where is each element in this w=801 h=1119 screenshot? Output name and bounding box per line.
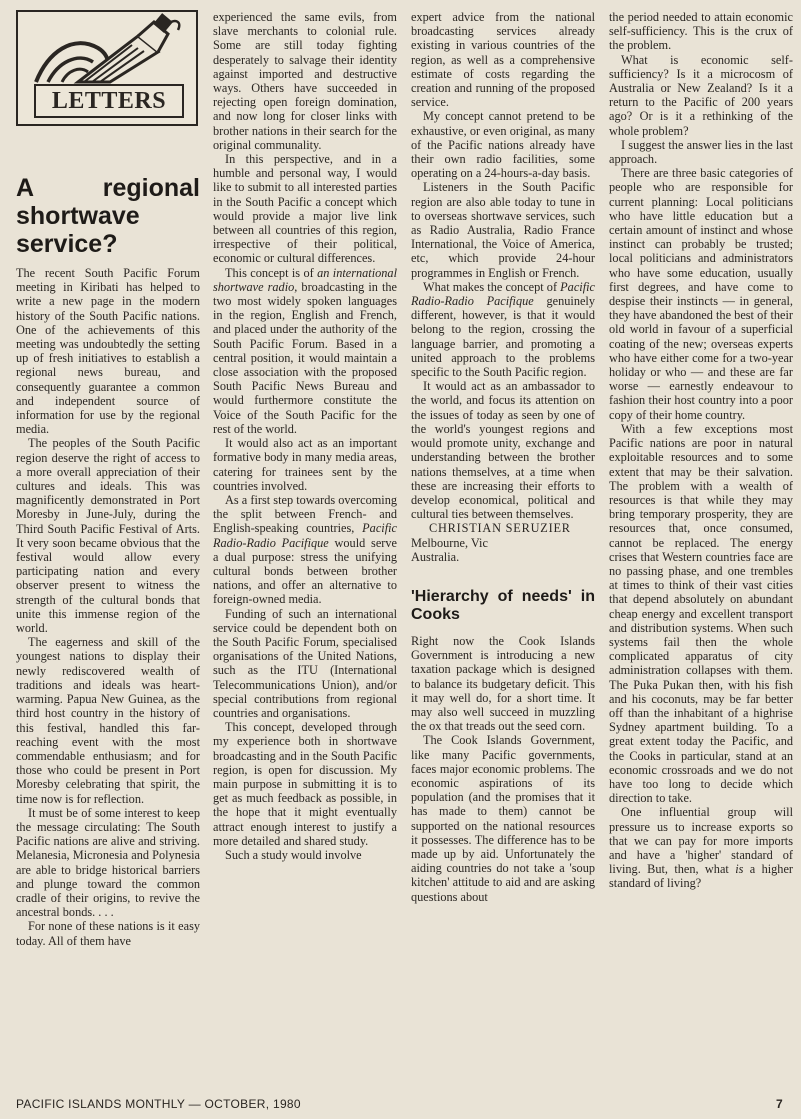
paragraph: The peoples of the South Pacific region deserve the right of access to a more overall appreciation of their cultures and ideals. This was magnificently demonstrated in Port Moresby in June-July, during the Third South Pacific Festival of Arts. It very soon became obvious that the festival would allow every participating nation and every observer present to witness the strength of the cultural bonds that unite this immense region of the world. [16,436,200,636]
paragraph: experienced the same evils, from slave merchants to colonial rule. Some are still today fighting desperately to salvage their identity against imported and destructive ways. Others have succeeded in rejecting open foreign domination, and now long for closer links with brother nations in their search for the original communality. [213,10,397,152]
text-run: would serve a dual purpose: stress the unifying cultural bonds between brother nations, and offer an alternative to foreign-owned media. [213,535,397,607]
text-run: As a first step towards overcoming the split between French- and English-speaking countries, [213,492,397,536]
paragraph: It would act as an ambassador to the world, and focus its attention on the issues of today as seen by one of the world's youngest regions and would promote unity, exchange and understanding between the brother nations themselves, at a time when these are increasing their efforts to develop economical, political and cultural ties between themselves. [411,379,595,522]
column-2 [213,10,397,862]
paragraph: What is economic self-sufficiency? Is it a microcosm of Australia or New Zealand? Is it a return to the Pacific of 200 years ago? Or is it a rethinking of the whole problem? [609,52,793,138]
letter1-signature: CHRISTIAN SERUZIER [429,521,571,536]
paragraph: There are three basic categories of people who are responsible for current planning: Local politicians who have little education but a certain amount of instinct and whose instinct can probably be trusted; local politicians and administrators who have some education, usually first degrees, and have come to despise their instincts — in general, they have abandoned the best of their old world in favour of a superficial coating of the new; overseas experts who have either come for a two-year holiday or who — and these are far worse — earnestly endeavour to fashion their host country into a poor copy of their home country. [609,166,793,422]
letter1-location: Australia. [411,549,460,564]
paragraph [213,266,397,436]
letters-section-logo [16,10,198,126]
paragraph: With a few exceptions most Pacific nations are poor in natural exploitable resources and to some extent that may be their salvation. The problem with a wealth of resources is that while they may bring temporary prosperity, they are resources that, once consumed, cannot be replaced. The energy crises that Western countries face are no passing phase, and one trembles at times to think of their vast cities that depend absolutely on abundant cheap energy and excellent transport and distribution systems. When such systems fail then the whole complicated apparatus of city administration collapses with them. The Puka Pukan then, with his fish and his coconuts, may be far better off than the inhabitant of a highrise Sydney apartment building. To a great extent today the Pacific, and the Cooks in particular, stand at an economic crossroads and we do not have too long to decide which direction to take. [609,421,793,806]
paragraph: the period needed to attain economic self-sufficiency. This is the crux of the problem. [609,10,793,53]
emphasis-text: is [735,862,744,877]
paragraph: It would also act as an important formative body in many media areas, catering for trainees sent by the countries involved. [213,436,397,493]
page-number: 7 [776,1097,783,1111]
letter1-location: Melbourne, Vic [411,535,488,550]
paragraph: Right now the Cook Islands Government is introducing a new taxation package which is designed to balance its budgetary deficit. This it may well do, for a short time. It may also well succeed in muzzling the ox that treads out the seed corn. [411,633,595,734]
paragraph: It must be of some interest to keep the message circulating: The South Pacific nations are alive and striving. Melanesia, Micronesia and Polynesia are able to bridge historical barriers and plunge toward the common cradle of their origins, to revive the ancestral bonds. . . . [16,805,200,920]
column-3 [411,10,595,904]
text-run: genuinely different, however, is that it would belong to the region, crossing the language barrier, and promoting a united approach to the problems specific to the South Pacific region. [411,294,595,380]
letter1-headline: A regional shortwave service? [16,174,200,258]
paragraph: Listeners in the South Pacific region are also able today to tune in to overseas shortwave services, such as Radio Australia, Radio France International, the Voice of America, etc, which provide 24-hour programmes in English or French. [411,180,595,280]
paragraph [213,493,397,607]
paragraph: The Cook Islands Government, like many Pacific governments, faces major economic problems. The economic aspirations of its population (and the promises that it has made to them) cannot be supported on the national resources it possesses. The difference has to be made up by aid. Unfortunately the aiding countries do not take a 'soup kitchen' attitude to aid and are asking questions about [411,733,595,904]
emphasis-text: an international shortwave radio, [213,265,397,294]
paragraph: This concept, developed through my experience both in shortwave broadcasting and in the South Pacific region, is open for discussion. My main purpose in submitting it is to get as much feedback as possible, in the hope that it might eventually attract enough interest to justify a more detailed and shared study. [213,720,397,848]
paragraph: Such a study would involve [225,847,362,862]
paragraph: The eagerness and skill of the youngest nations to display their newly rediscovered wealth of traditions and ideals was heart-warming. Papua New Guinea, as the third host country in the history of this festival, handled this far-reaching event with the most commendable enthusiasm; and for those who could be present in Port Moresby celebrating that spirit, the time now is for reflection. [16,635,200,806]
paragraph: Funding of such an international service could be dependent both on the South Pacific Forum, specialised organisations of the United Nations, such as the ITU (International Telecommunications Union), and/or special contributions from regional countries and organisations. [213,606,397,720]
column-4 [609,10,793,891]
paragraph: In this perspective, and in a humble and personal way, I would like to submit to all interested parties in the South Pacific a concept which would provide a major live link between all countries of this region, irrespective of their political, economic or cultural differences. [213,152,397,266]
paragraph [411,280,595,379]
paragraph: My concept cannot pretend to be exhaustive, or even original, as many of the Pacific nations already have their own radio facilities, some operating on a 24-hours-a-day basis. [411,109,595,181]
column-1 [16,10,200,948]
section-label: LETTERS [34,84,184,118]
emphasis-text: Pacific Radio-Radio Pacifique [411,279,595,309]
letter2-headline: 'Hierarchy of needs' in Cooks [411,587,595,623]
paragraph: I suggest the answer lies in the last approach. [609,137,793,167]
text-run: This concept is of [225,265,318,280]
paragraph [609,805,793,890]
text-run: broadcasting in the two most widely spoken languages in the region, English and French, and placed under the authority of the South Pacific Forum. Based in a central position, it would maintain a close association with the proposed South Pacific News Bureau and would furthermore constitute the Voice of the South Pacific for the rest of the world. [213,279,397,436]
text-run: a higher standard of living? [609,862,793,891]
emphasis-text: Pacific Radio-Radio Pacifique [213,521,397,550]
paragraph: expert advice from the national broadcasting services already existing in various countries of the region, as well as a comprehensive estimate of costs regarding the creation and running of the proposed service. [411,10,595,110]
paragraph: For none of these nations is it easy today. All of them have [16,919,200,948]
text-run: What makes the concept of [423,279,561,294]
paragraph: The recent South Pacific Forum meeting in Kiribati has helped to write a new page in the modern history of the South Pacific nations. One of the achievements of this meeting was undoubtedly the setting up of fresh initiatives to establish a regional news bureau, and consequently guarantee a common and independent source of information for use by the regional media. [16,266,200,437]
publication-line: PACIFIC ISLANDS MONTHLY — OCTOBER, 1980 [16,1097,301,1111]
text-run: One influential group will pressure us to increase exports so that we can pay for more imports and have a 'higher' standard of living. But, then, what [609,805,793,877]
